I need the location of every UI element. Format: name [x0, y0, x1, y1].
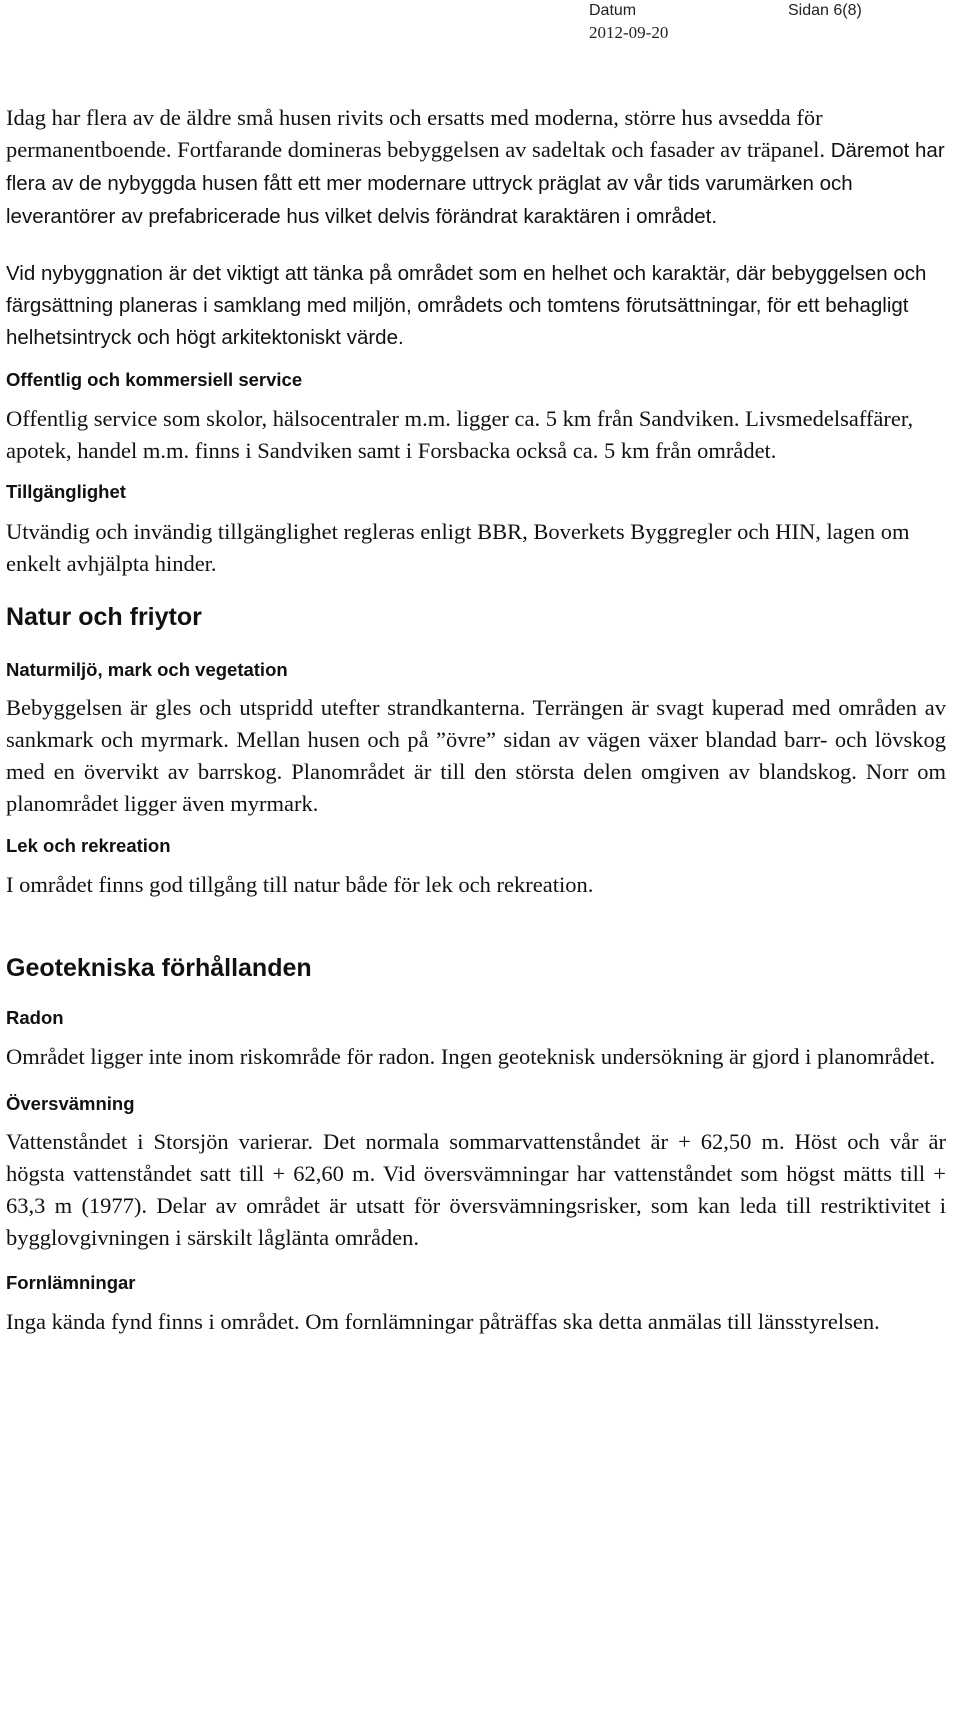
document-body: [6, 102, 946, 1338]
paragraph-nybyggnation: Vid nybyggnation är det viktigt att tänka på området som en helhet och karaktär, där bebyggelsen och färgsättning planeras i samklang med miljön, områdets och tomtens förutsättningar, för ett behagligt helhetsintryck och högt arkitektoniskt värde.: [6, 262, 927, 349]
paragraph-intro-part2: Däremot har flera av de nybyggda husen fått ett mer modernare uttryck präglat av vår tids varumärken och leverantörer av prefabricerade hus vilket delvis förändrat karaktären i området.: [6, 139, 945, 228]
page-header: [0, 0, 960, 50]
paragraph-naturmiljo: Bebyggelsen är gles och utspridd utefter strandkanterna. Terrängen är svagt kuperad med områden av sankmark och myrmark. Mellan husen och på ”övre” sidan av vägen växer blandad barr- och lövskog med en övervikt av barrskog. Planområdet är till den största delen omgiven av blandskog. Norr om planområdet ligger även myrmark.: [6, 695, 946, 816]
heading-geotekniska: Geotekniska förhållanden: [6, 954, 312, 982]
heading-natur-och-friytor: Natur och friytor: [6, 603, 202, 631]
paragraph-intro: [6, 102, 946, 233]
date-value: 2012-09-20: [589, 23, 669, 42]
paragraph-intro-part1: Idag har flera av de äldre små husen rivits och ersatts med moderna, större hus avsedda för permanentboende. Fortfarande domineras bebyggelsen av sadeltak och fasader av träpanel.: [6, 105, 826, 162]
page-number: Sidan 6(8): [788, 2, 862, 19]
paragraph-fornlamningar: Inga kända fynd finns i området. Om fornlämningar påträffas ska detta anmälas till länsstyrelsen.: [6, 1309, 880, 1334]
paragraph-service: Offentlig service som skolor, hälsocentraler m.m. ligger ca. 5 km från Sandviken. Livsmedelsaffärer, apotek, handel m.m. finns i Sandviken samt i Forsbacka också ca. 5 km från området.: [6, 406, 914, 463]
date-label: Datum: [589, 2, 637, 19]
heading-radon: Radon: [6, 1007, 64, 1028]
paragraph-radon: Området ligger inte inom riskområde för radon. Ingen geoteknisk undersökning är gjord i planområdet.: [6, 1044, 936, 1069]
heading-service: Offentlig och kommersiell service: [6, 369, 303, 390]
paragraph-tillganglighet: Utvändig och invändig tillgänglighet regleras enligt BBR, Boverkets Byggregler och HIN, lagen om enkelt avhjälpta hinder.: [6, 519, 910, 576]
heading-oversvamning: Översvämning: [6, 1093, 135, 1114]
paragraph-lek: I området finns god tillgång till natur både för lek och rekreation.: [6, 872, 594, 897]
heading-lek: Lek och rekreation: [6, 835, 171, 856]
heading-fornlamningar: Fornlämningar: [6, 1272, 136, 1293]
heading-tillganglighet: Tillgänglighet: [6, 481, 126, 502]
paragraph-oversvamning: Vattenståndet i Storsjön varierar. Det normala sommarvattenståndet är + 62,50 m. Höst och vår är högsta vattenståndet satt till + 62,60 m. Vid översvämningar har vattenståndet som högst mätts till + 63,3 m (1977). Delar av området är utsatt för översvämningsrisker, som kan leda till restriktivitet i bygglovgivningen i särskilt låglänta områden.: [6, 1129, 946, 1250]
heading-naturmiljo: Naturmiljö, mark och vegetation: [6, 659, 288, 680]
